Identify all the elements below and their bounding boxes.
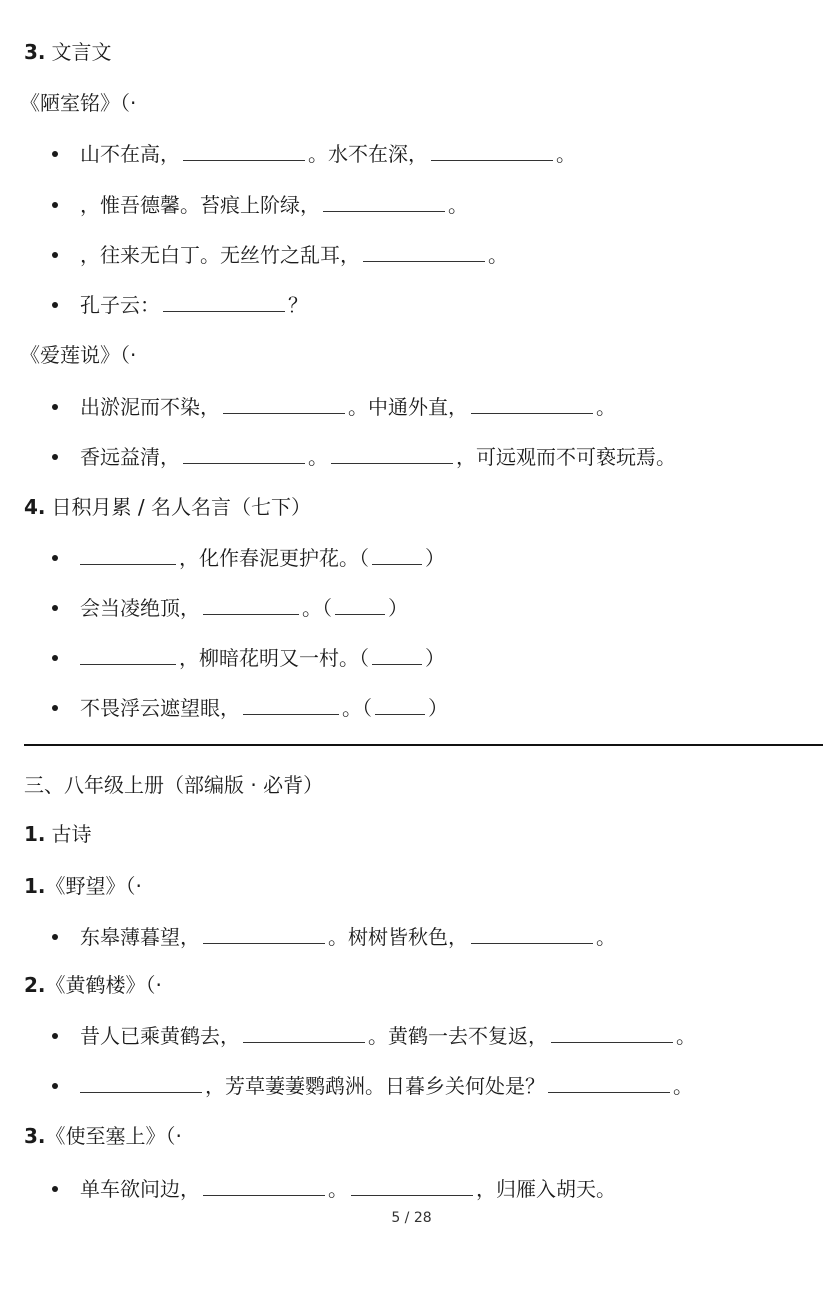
fill-blank[interactable] (351, 1175, 473, 1196)
fill-blank[interactable] (335, 594, 385, 615)
fill-blank[interactable] (471, 393, 593, 414)
line-text: ） (388, 596, 408, 620)
page-number: 5 / 28 (391, 1210, 432, 1226)
fill-blank[interactable] (203, 594, 299, 615)
section-number: 3. (24, 40, 46, 64)
line-text: 。水不在深， (308, 142, 428, 166)
line-text: ，化作春泥更护花。（ (179, 546, 369, 570)
list-item (52, 241, 508, 269)
line-text: ） (425, 546, 445, 570)
title-ailianshuo: 《爱莲说》（· (20, 343, 137, 367)
fill-blank[interactable] (163, 291, 285, 312)
line-text: 。 (308, 445, 328, 469)
fill-blank[interactable] (223, 393, 345, 414)
line-text: ） (428, 696, 448, 720)
fill-blank[interactable] (375, 694, 425, 715)
line-text: 。 (676, 1024, 696, 1048)
list-item (52, 1175, 616, 1203)
section-number: 1. (24, 822, 46, 846)
bullet-icon (52, 705, 58, 711)
line-text: 东皋薄暮望， (80, 925, 200, 949)
bullet-icon (52, 454, 58, 460)
section-number: 4. (24, 495, 46, 519)
bullet-icon (52, 252, 58, 258)
list-item (52, 1022, 696, 1050)
bullet-icon (52, 655, 58, 661)
list-item (52, 443, 676, 471)
list-item (52, 393, 616, 421)
fill-blank[interactable] (80, 644, 176, 665)
line-text: 不畏浮云遮望眼， (80, 696, 240, 720)
line-text: 山不在高， (80, 142, 180, 166)
fill-blank[interactable] (243, 1022, 365, 1043)
line-text: 。中通外直， (348, 395, 468, 419)
fill-blank[interactable] (203, 1175, 325, 1196)
line-text: 。（ (302, 596, 332, 620)
fill-blank[interactable] (80, 544, 176, 565)
bullet-icon (52, 1033, 58, 1039)
line-text: ，芳草萋萋鹦鹉洲。日暮乡关何处是？ (205, 1074, 545, 1098)
fill-blank[interactable] (471, 923, 593, 944)
line-text: 。 (673, 1074, 693, 1098)
line-text: ，柳暗花明又一村。（ (179, 646, 369, 670)
list-item (52, 544, 445, 572)
list-item (52, 191, 468, 219)
poem-title-huanghelou (24, 971, 162, 999)
section-divider (24, 744, 823, 746)
fill-blank[interactable] (203, 923, 325, 944)
line-text: 昔人已乘黄鹤去， (80, 1024, 240, 1048)
line-text: 。黄鹤一去不复返， (368, 1024, 548, 1048)
list-item (52, 594, 408, 622)
bullet-icon (52, 555, 58, 561)
line-text: ，往来无白丁。无丝竹之乱耳， (80, 243, 360, 267)
line-text: 。（ (342, 696, 372, 720)
section-heading-gushi (24, 820, 92, 848)
section-title: 文言文 (51, 40, 112, 64)
line-text: 。 (328, 1177, 348, 1201)
poem-title-shizhisaishang (24, 1122, 182, 1150)
line-text: 。 (596, 925, 616, 949)
fill-blank[interactable] (243, 694, 339, 715)
title-loushiming: 《陋室铭》（· (20, 91, 137, 115)
poem-title: 《使至塞上》（· (45, 1124, 182, 1148)
fill-blank[interactable] (363, 241, 485, 262)
poem-number: 3. (24, 1124, 46, 1148)
section-title: 日积月累 / 名人名言（七下） (51, 495, 311, 519)
fill-blank[interactable] (183, 443, 305, 464)
fill-blank[interactable] (331, 443, 453, 464)
bullet-icon (52, 302, 58, 308)
list-item (52, 923, 616, 951)
list-item (52, 644, 445, 672)
line-text: 。 (596, 395, 616, 419)
line-text: 单车欲问边， (80, 1177, 200, 1201)
bullet-icon (52, 1083, 58, 1089)
poem-title-yewang (24, 872, 142, 900)
bullet-icon (52, 934, 58, 940)
line-text: 出淤泥而不染， (80, 395, 220, 419)
bullet-icon (52, 151, 58, 157)
line-text: 。 (556, 142, 576, 166)
bullet-icon (52, 605, 58, 611)
poem-number: 2. (24, 973, 46, 997)
bullet-icon (52, 202, 58, 208)
line-text: 。 (448, 193, 468, 217)
fill-blank[interactable] (551, 1022, 673, 1043)
fill-blank[interactable] (431, 140, 553, 161)
list-item (52, 140, 576, 168)
fill-blank[interactable] (372, 544, 422, 565)
list-item (52, 1072, 693, 1100)
fill-blank[interactable] (183, 140, 305, 161)
bullet-icon (52, 404, 58, 410)
bullet-icon (52, 1186, 58, 1192)
list-item (52, 291, 308, 319)
line-text: ） (425, 646, 445, 670)
fill-blank[interactable] (548, 1072, 670, 1093)
line-text: ，惟吾德馨。苔痕上阶绿， (80, 193, 320, 217)
fill-blank[interactable] (323, 191, 445, 212)
fill-blank[interactable] (372, 644, 422, 665)
section-heading-mingyan (24, 493, 311, 521)
section-title: 古诗 (51, 822, 92, 846)
line-text: 香远益清， (80, 445, 180, 469)
line-text: 会当凌绝顶， (80, 596, 200, 620)
line-text: 孔子云： (80, 293, 160, 317)
poem-title: 《野望》（· (45, 874, 142, 898)
poem-number: 1. (24, 874, 46, 898)
section-heading-wenyan (24, 38, 112, 66)
line-text: ，可远观而不可亵玩焉。 (456, 445, 676, 469)
line-text: 。 (488, 243, 508, 267)
line-text: 。树树皆秋色， (328, 925, 468, 949)
line-text: ？ (288, 293, 308, 317)
part-title: 三、八年级上册（部编版 · 必背） (24, 773, 324, 797)
line-text: ，归雁入胡天。 (476, 1177, 616, 1201)
list-item (52, 694, 448, 722)
fill-blank[interactable] (80, 1072, 202, 1093)
poem-title: 《黄鹤楼》（· (45, 973, 162, 997)
